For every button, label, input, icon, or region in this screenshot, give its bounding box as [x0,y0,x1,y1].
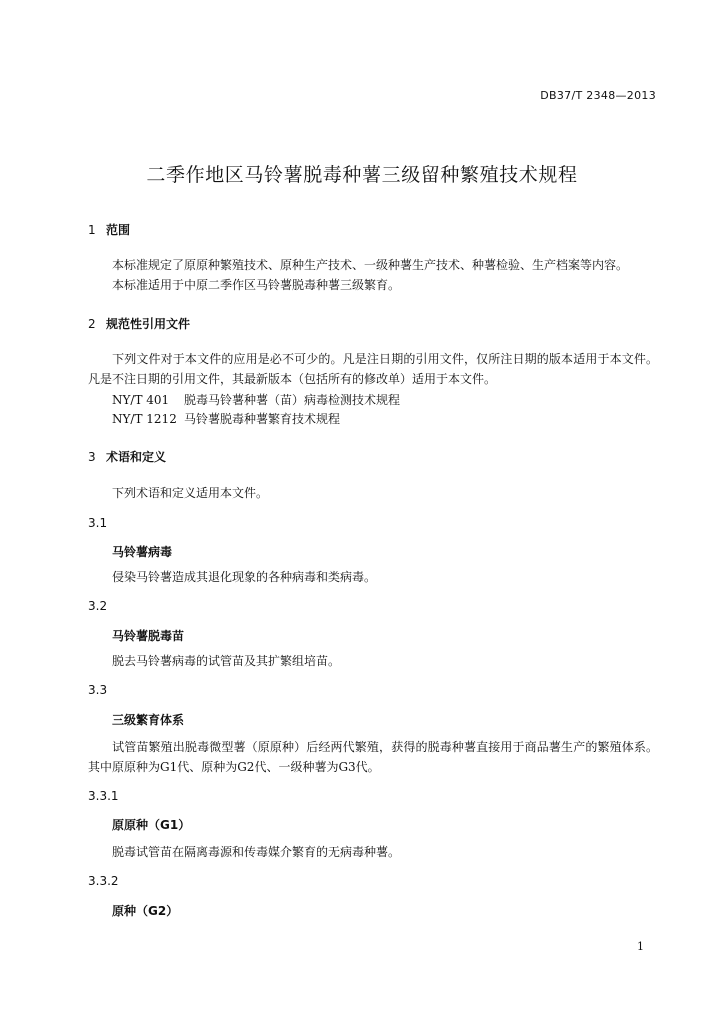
term-3-3: 三级繁育体系 [112,713,185,727]
clause-number-3-1: 3.1 [88,516,108,530]
section-heading-1 [88,221,130,238]
reference-code: NY/T 1212 [112,412,177,426]
section-number: 1 [88,223,96,237]
term-3-1: 马铃薯病毒 [112,545,173,559]
definition-3-1: 侵染马铃薯造成其退化现象的各种病毒和类病毒。 [112,570,377,584]
definition-3-2: 脱去马铃薯病毒的试管苗及其扩繁组培苗。 [112,654,341,668]
page-number: 1 [637,940,644,953]
term-3-3-2: 原种（G2） [112,904,179,918]
definition-3-3-1: 脱毒试管苗在隔离毒源和传毒媒介繁育的无病毒种薯。 [112,845,401,859]
reference-code: NY/T 401 [112,393,170,407]
section-title: 术语和定义 [106,450,167,464]
reference-item [112,391,400,408]
term-3-3-1: 原原种（G1） [112,818,191,832]
scope-line-2: 本标准适用于中原二季作区马铃薯脱毒种薯三级繁育。 [112,278,401,292]
section-title: 范围 [106,223,131,237]
clause-number-3-2: 3.2 [88,599,108,613]
reference-item [112,410,340,427]
page-title: 二季作地区马铃薯脱毒种薯三级留种繁殖技术规程 [146,164,578,186]
paragraph-text: 试管苗繁殖出脱毒微型薯（原原种）后经两代繁殖，获得的脱毒种薯直接用于商品薯生产的繁殖体系。其中原原种为G1代、原种为G2代、一级种薯为G3代。 [88,740,658,774]
paragraph-text: 下列文件对于本文件的应用是必不可少的。凡是注日期的引用文件，仅所注日期的版本适用于本文件。凡是不注日期的引用文件，其最新版本（包括所有的修改单）适用于本文件。 [88,352,658,386]
clause-number-3-3-2: 3.3.2 [88,874,119,888]
normative-references-paragraph [88,349,658,389]
document-number: DB37/T 2348—2013 [540,89,656,102]
section-number: 3 [88,450,96,464]
clause-number-3-3-1: 3.3.1 [88,789,119,803]
section-heading-2 [88,315,190,332]
section-heading-3 [88,448,166,465]
section-number: 2 [88,317,96,331]
section-title: 规范性引用文件 [106,317,191,331]
scope-line-1: 本标准规定了原原种繁殖技术、原种生产技术、一级种薯生产技术、种薯检验、生产档案等内容。 [112,258,629,272]
term-3-2: 马铃薯脱毒苗 [112,629,185,643]
reference-name: 马铃薯脱毒种薯繁育技术规程 [184,412,341,426]
definition-3-3 [88,737,658,777]
reference-name: 脱毒马铃薯种薯（苗）病毒检测技术规程 [184,393,401,407]
terms-intro: 下列术语和定义适用本文件。 [112,486,269,500]
clause-number-3-3: 3.3 [88,683,108,697]
